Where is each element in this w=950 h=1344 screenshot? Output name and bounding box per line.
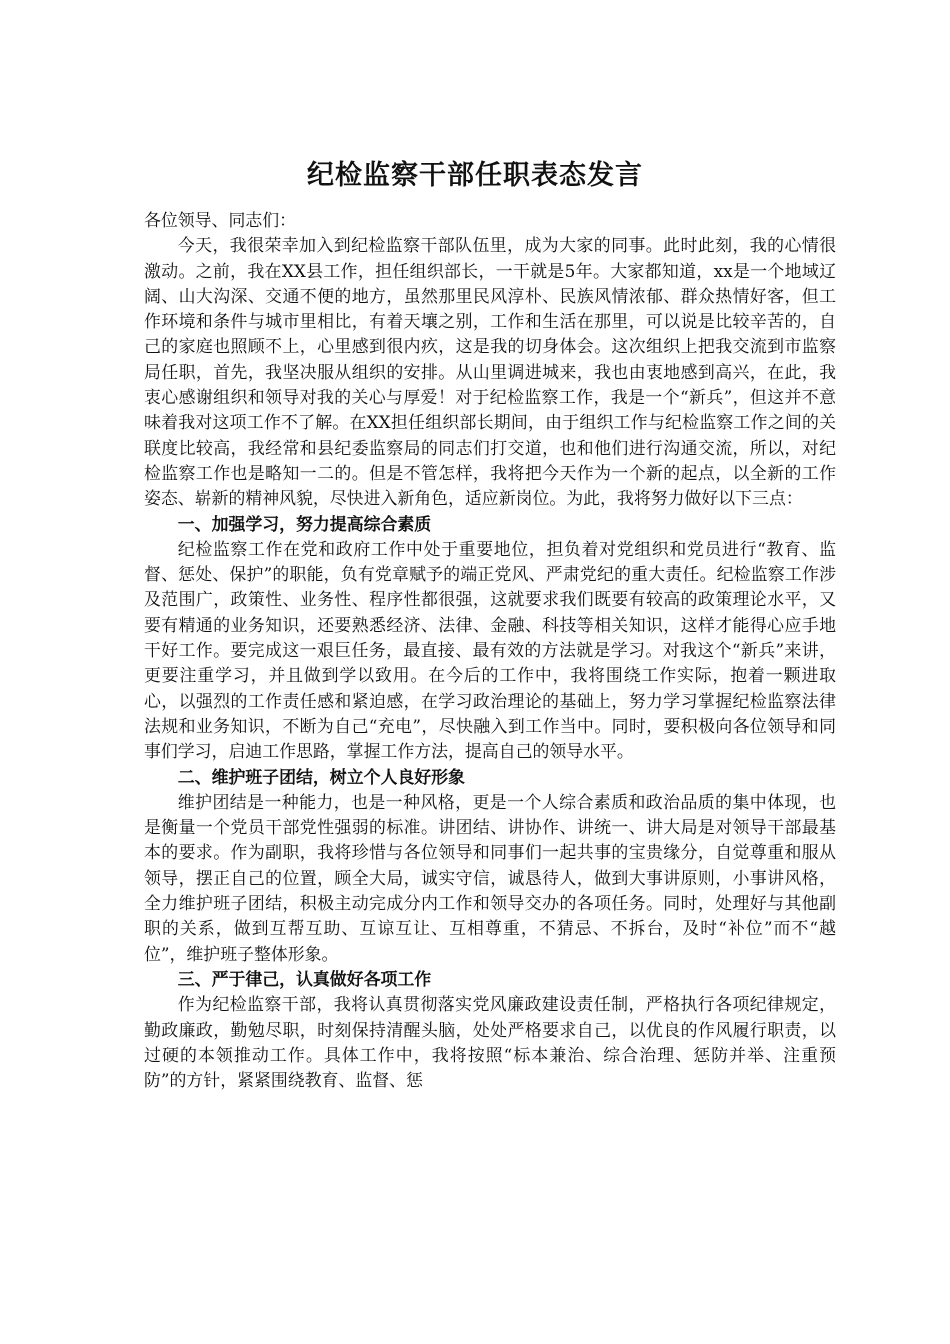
section-3-heading: 三、严于律己，认真做好各项工作: [177, 968, 432, 989]
section-2-paragraph: 维护团结是一种能力，也是一种风格，更是一个人综合素质和政治品质的集中体现，也是衡量一个党员干部党性强弱的标准。讲团结、讲协作、讲统一、讲大局是对领导干部最基本的要求。作为副职，我将珍惜与各位领导和同事们一起共事的宝贵缘分，自觉尊重和服从领导，摆正自己的位置，顾全大局，诚实守信，诚恳待人，做到大事讲原则，小事讲风格，全力维护班子团结，积极主动完成分内工作和领导交办的各项任务。同时，处理好与其他副职的关系，做到互帮互助、互谅互让、互相尊重，不猜忌、不拆台，及时“补位”而不“越位”，维护班子整体形象。: [144, 791, 836, 964]
salutation: 各位领导、同志们：: [144, 210, 297, 230]
section-2-heading: 二、维护班子团结，树立个人良好形象: [177, 766, 465, 787]
intro-paragraph: 今天，我很荣幸加入到纪检监察干部队伍里，成为大家的同事。此时此刻，我的心情很激动。之前，我在XX县工作，担任组织部长，一干就是5年。大家都知道，xx是一个地域辽阔、山大沟深、交通不便的地方，虽然那里民风淳朴、民族风情浓郁、群众热情好客，但工作环境和条件与城市里相比，有着天壤之别，工作和生活在那里，可以说是比较辛苦的，自己的家庭也照顾不上，心里感到很内疚，这是我的切身体会。这次组织上把我交流到市监察局任职，首先，我坚决服从组织的安排。从山里调进城来，我也由衷地感到高兴，在此，我衷心感谢组织和领导对我的关心与厚爱！对于纪检监察工作，我是一个“新兵”，但这并不意味着我对这项工作不了解。在XX担任组织部长期间，由于组织工作与纪检监察工作之间的关联度比较高，我经常和县纪委监察局的同志们打交道，也和他们进行沟通交流，所以，对纪检监察工作也是略知一二的。但是不管怎样，我将把今天作为一个新的起点，以全新的工作姿态、崭新的精神风貌，尽快进入新角色，适应新岗位。为此，我将努力做好以下三点：: [144, 235, 836, 509]
section-1-paragraph: 纪检监察工作在党和政府工作中处于重要地位，担负着对党组织和党员进行“教育、监督、惩处、保护”的职能，负有党章赋予的端正党风、严肃党纪的重大责任。纪检监察工作涉及范围广，政策性、业务性、程序性都很强，这就要求我们既要有较高的政策理论水平，又要有精通的业务知识，还要熟悉经济、法律、金融、科技等相关知识，这样才能得心应手地干好工作。要完成这一艰巨任务，最直接、最有效的方法就是学习。对我这个“新兵”来讲，更要注重学习，并且做到学以致用。在今后的工作中，我将围绕工作实际，抱着一颗进取心，以强烈的工作责任感和紧迫感，在学习政治理论的基础上，努力学习掌握纪检监察法律法规和业务知识，不断为自己“充电”，尽快融入到工作当中。同时，要积极向各位领导和同事们学习，启迪工作思路，掌握工作方法，提高自己的领导水平。: [144, 538, 836, 762]
section-1-heading: 一、加强学习，努力提高综合素质: [177, 513, 432, 534]
document-body: [144, 208, 836, 1093]
document-title: 纪检监察干部任职表态发言: [307, 160, 643, 191]
section-3-paragraph: 作为纪检监察干部，我将认真贯彻落实党风廉政建设责任制，严格执行各项纪律规定，勤政廉政，勤勉尽职，时刻保持清醒头脑，处处严格要求自己，以优良的作风履行职责，以过硬的本领推动工作。具体工作中，我将按照“标本兼治、综合治理、惩防并举、注重预防”的方针，紧紧围绕教育、监督、惩: [144, 994, 836, 1091]
